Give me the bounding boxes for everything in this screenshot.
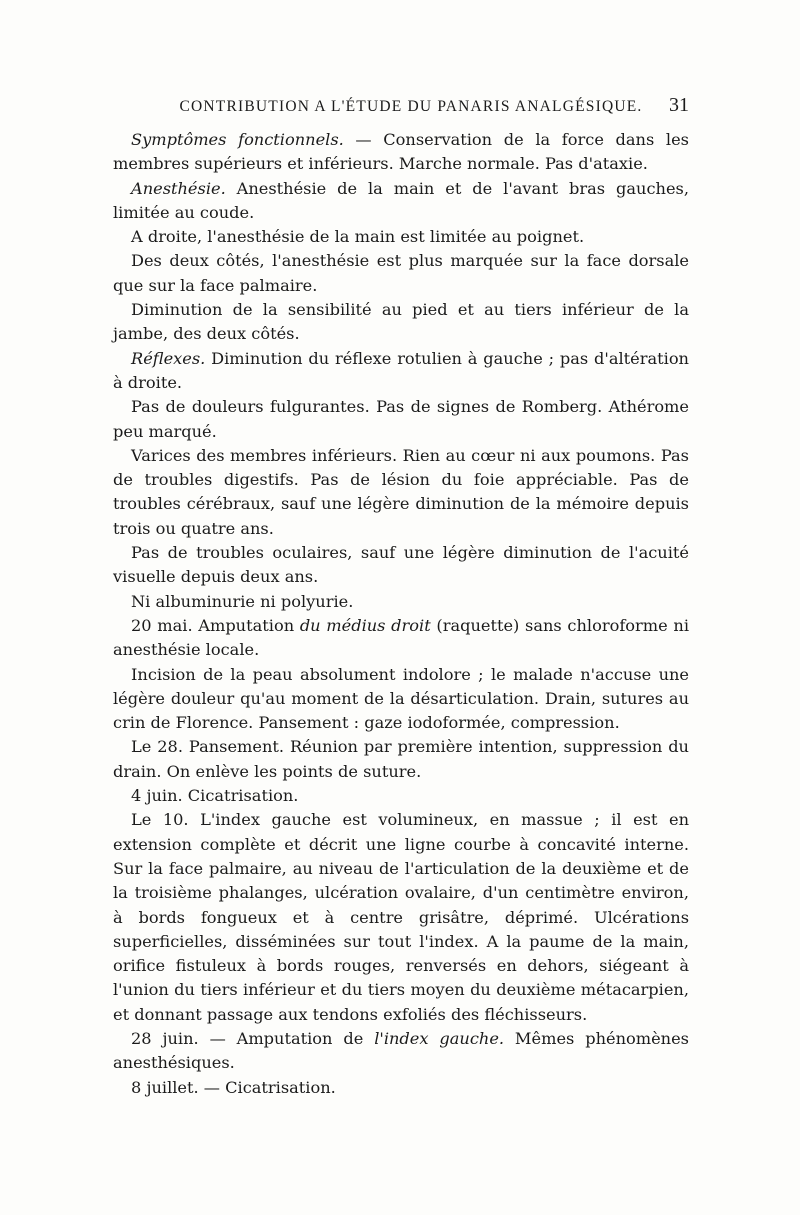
body-text [113, 128, 689, 1100]
running-head [113, 94, 689, 124]
paragraph [113, 541, 689, 590]
paragraph-symptomes [113, 128, 689, 177]
paragraph-text: 8 juillet. — Cicatrisation. [131, 1077, 336, 1097]
paragraph [113, 298, 689, 347]
paragraph [113, 784, 689, 808]
paragraph [113, 444, 689, 541]
paragraph-emphasis: l'index gauche. [374, 1028, 505, 1048]
paragraph-20-mai [113, 614, 689, 663]
paragraph-emphasis: du médius droit [299, 615, 431, 635]
paragraph-text: Diminution de la sensibilité au pied et au tiers inférieur de la jambe, des deux côtés. [113, 300, 689, 344]
paragraph-text: 4 juin. Cicatrisation. [131, 786, 299, 806]
paragraph-text: Anesthésie de la main et de l'avant bras gauches, limitée au coude. [113, 178, 689, 222]
paragraph-text: 28 juin. — Amputation de [131, 1028, 375, 1048]
paragraph [113, 249, 689, 298]
paragraph-text: (raquette) sans chloroforme ni anesthésie locale. [113, 615, 690, 660]
paragraph-text: Diminution du réflexe rotulien à gauche ; pas d'altération à droite. [113, 348, 689, 392]
paragraph-text: Le 28. Pansement. Réunion par première intention, suppression du drain. On enlève les points de suture. [113, 737, 689, 781]
paragraph-text: 20 mai. Amputation [131, 615, 300, 635]
paragraph-text: — Conservation de la force dans les membres supérieurs et inférieurs. Marche normale. Pas d'ataxie. [113, 130, 689, 174]
paragraph [113, 1076, 689, 1100]
paragraph-anesthesie [113, 177, 689, 226]
paragraph-text: Ni albuminurie ni polyurie. [131, 591, 354, 611]
paragraph-text: A droite, l'anesthésie de la main est limitée au poignet. [131, 227, 585, 247]
paragraph-text: Le 10. L'index gauche est volumineux, en massue ; il est en extension complète et décrit une ligne courbe à concavité interne. Sur la face palmaire, au niveau de l'articulation de la deuxième et de la troisième phalanges, ulcération ovalaire, d'un centimètre environ, à bords fongueux et à centre grisâtre, déprimé. Ulcérations superficielles, disséminées sur tout l'index. A la paume de la main, orifice fistuleux à bords rouges, renversés en dehors, siégeant à l'union du tiers inférieur et du tiers moyen du deuxième métacarpien, et donnant passage aux tendons exfoliés des fléchisseurs. [113, 810, 689, 1024]
paragraph-lead: Anesthésie. [131, 178, 226, 198]
page-number: 31 [669, 94, 689, 116]
paragraph [113, 395, 689, 444]
paragraph [113, 225, 689, 249]
paragraph [113, 808, 689, 1027]
paragraph-text: Mêmes phénomènes anesthésiques. [113, 1028, 689, 1073]
paragraph [113, 590, 689, 614]
paragraph [113, 735, 689, 784]
paragraph-lead: Symptômes fonctionnels. [131, 130, 344, 149]
book-page [113, 94, 690, 1100]
paragraph-28-juin [113, 1027, 689, 1076]
paragraph-reflexes [113, 347, 689, 396]
paragraph-text: Pas de douleurs fulgurantes. Pas de signes de Romberg. Athérome peu marqué. [113, 397, 689, 441]
paragraph-text: Pas de troubles oculaires, sauf une légère diminution de l'acuité visuelle depuis deux ans. [113, 543, 689, 587]
running-head-title: CONTRIBUTION A L'ÉTUDE DU PANARIS ANALGÉSIQUE. [179, 98, 643, 115]
paragraph-text: Varices des membres inférieurs. Rien au cœur ni aux poumons. Pas de troubles digestifs. Pas de lésion du foie appréciable. Pas de troubles cérébraux, sauf une légère diminution de la mémoire depuis trois ou quatre ans. [113, 445, 689, 538]
paragraph-text: Des deux côtés, l'anesthésie est plus marquée sur la face dorsale que sur la face palmaire. [113, 251, 689, 295]
paragraph-lead: Réflexes. [131, 348, 206, 368]
paragraph-text: Incision de la peau absolument indolore ; le malade n'accuse une légère douleur qu'au moment de la désarticulation. Drain, sutures au crin de Florence. Pansement : gaze iodoformée, compression. [113, 664, 689, 733]
paragraph [113, 663, 689, 736]
